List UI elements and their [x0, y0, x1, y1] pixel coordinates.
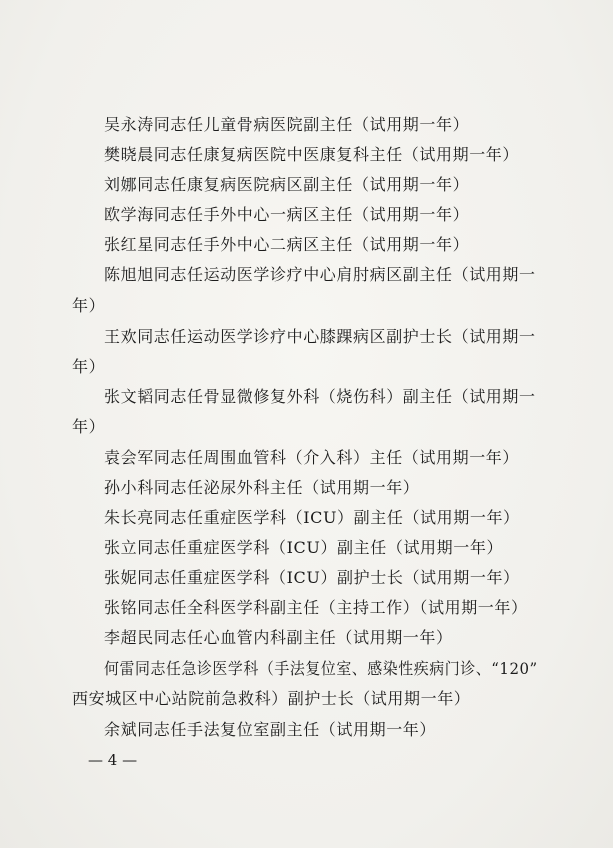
appointment-line: 孙小科同志任泌尿外科主任（试用期一年） [104, 478, 420, 497]
appointment-line: 张立同志任重症医学科（ICU）副主任（试用期一年） [104, 538, 504, 557]
appointment-line: 刘娜同志任康复病医院病区副主任（试用期一年） [104, 175, 470, 194]
page-number: — 4 — [88, 751, 138, 769]
appointment-line: 张铭同志任全科医学科副主任（主持工作）（试用期一年） [104, 598, 528, 617]
appointment-line: 樊晓晨同志任康复病医院中医康复科主任（试用期一年） [104, 145, 520, 164]
appointment-line: 张妮同志任重症医学科（ICU）副护士长（试用期一年） [104, 568, 520, 587]
appointment-line-continuation: 年） [72, 417, 106, 436]
appointment-line: 余斌同志任手法复位室副主任（试用期一年） [104, 720, 437, 739]
appointment-line: 欧学海同志任手外中心一病区主任（试用期一年） [104, 205, 470, 224]
appointment-line: 陈旭旭同志任运动医学诊疗中心肩肘病区副主任（试用期一 [104, 265, 536, 284]
appointment-line-continuation: 年） [72, 357, 106, 376]
appointment-line: 吴永涛同志任儿童骨病医院副主任（试用期一年） [104, 115, 470, 134]
appointment-line: 李超民同志任心血管内科副主任（试用期一年） [104, 628, 453, 647]
appointment-line: 朱长亮同志任重症医学科（ICU）副主任（试用期一年） [104, 508, 520, 527]
appointment-line: 何雷同志任急诊医学科（手法复位室、感染性疾病门诊、“120” [104, 659, 538, 678]
appointment-line: 张红星同志任手外中心二病区主任（试用期一年） [104, 235, 470, 254]
appointment-line: 袁会军同志任周围血管科（介入科）主任（试用期一年） [104, 448, 520, 467]
appointment-line-continuation: 西安城区中心站院前急救科）副护士长（试用期一年） [72, 689, 471, 708]
appointment-line: 张文韬同志任骨显微修复外科（烧伤科）副主任（试用期一 [104, 387, 536, 406]
appointment-line: 王欢同志任运动医学诊疗中心膝踝病区副护士长（试用期一 [104, 327, 536, 346]
appointment-line-continuation: 年） [72, 296, 106, 315]
